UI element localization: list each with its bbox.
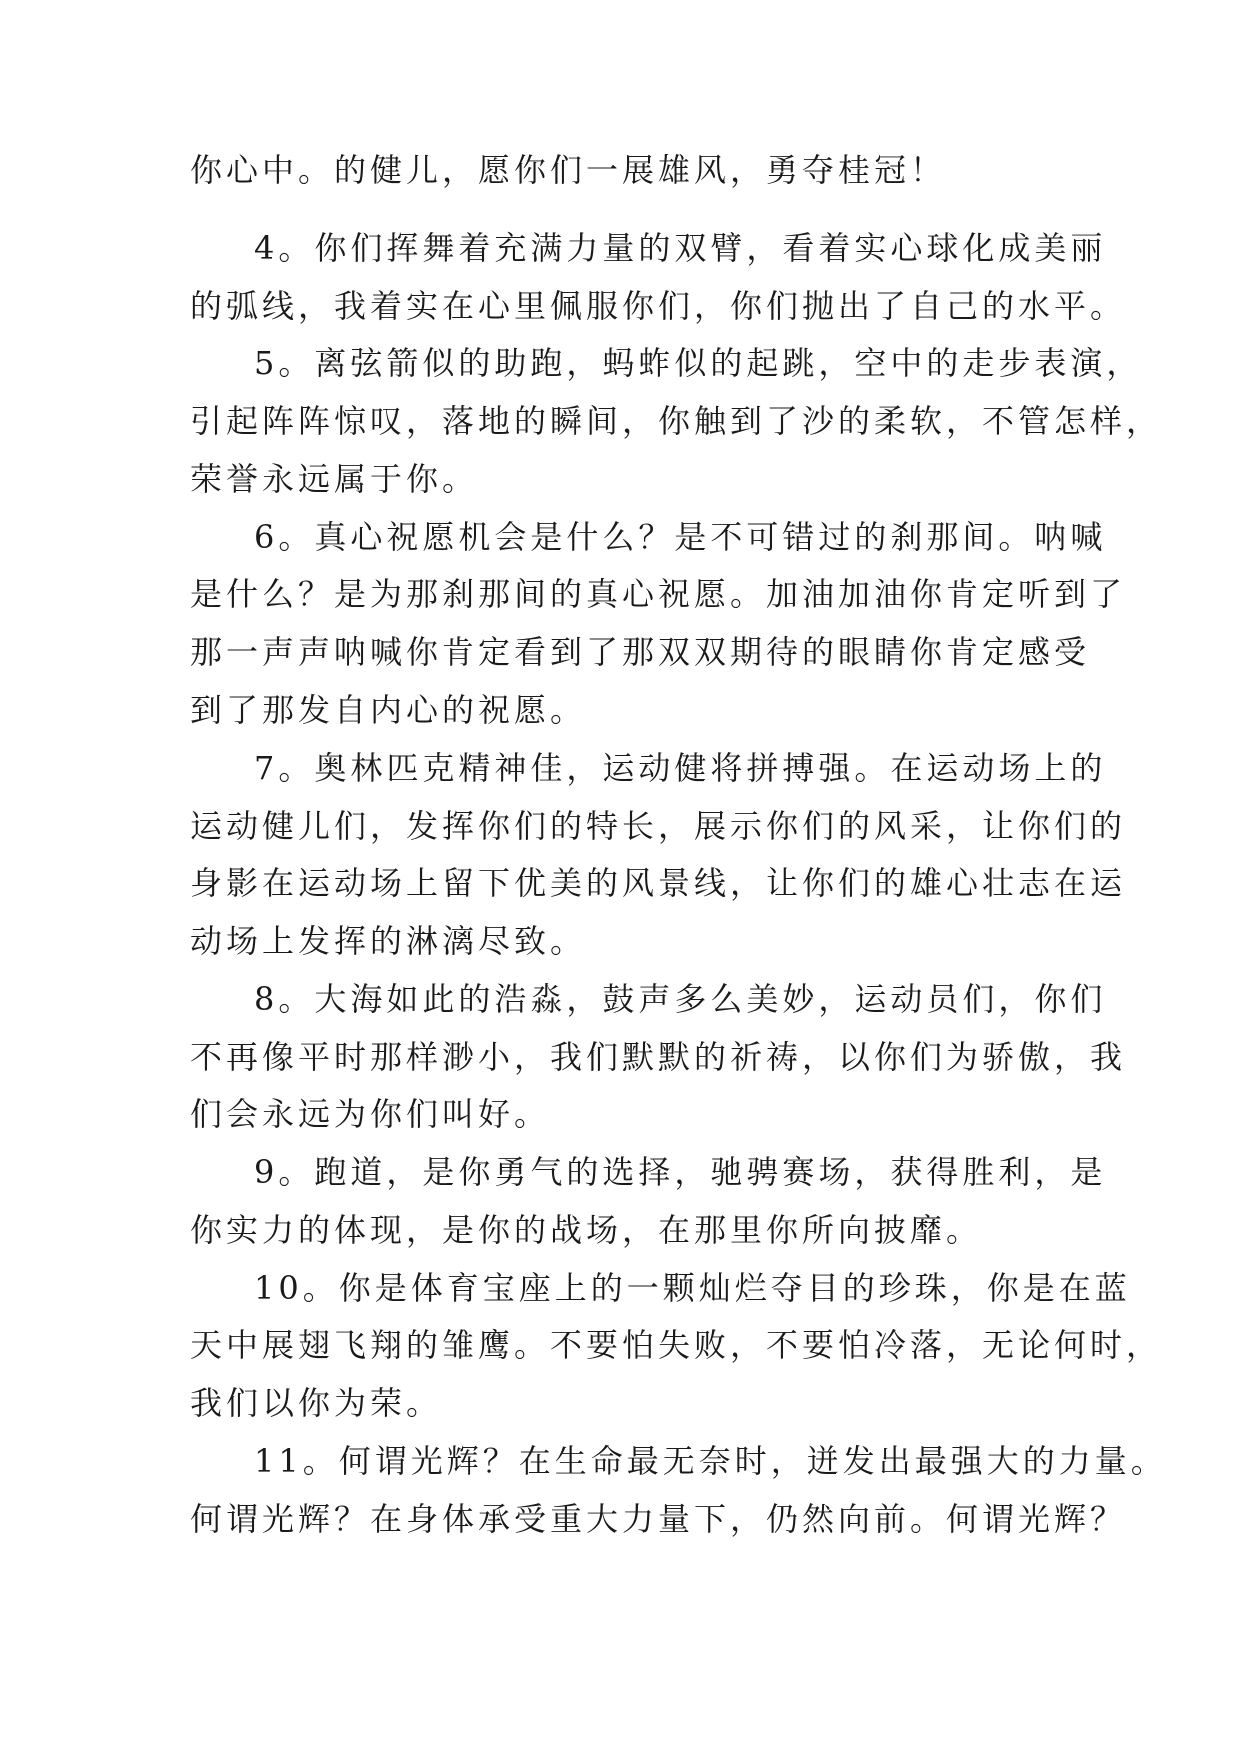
- text-line: 你心中。的健儿，愿你们一展雄风，勇夺桂冠！: [190, 151, 947, 189]
- text-line: 是什么？是为那刹那间的真心祝愿。加油加油你肯定听到了: [190, 575, 1127, 613]
- paragraph-5-line: 5。离弦箭似的助跑，蚂蚱似的起跳，空中的走步表演，: [254, 344, 1143, 382]
- text-line: 不再像平时那样渺小，我们默默的祈祷，以你们为骄傲，我: [190, 1038, 1127, 1076]
- text-line: 天中展翅飞翔的雏鹰。不要怕失败，不要怕冷落，无论何时，: [190, 1326, 1163, 1364]
- paragraph-4-line: 4。你们挥舞着充满力量的双臂，看着实心球化成美丽: [254, 229, 1107, 267]
- text-line: 荣誉永远属于你。: [190, 460, 479, 498]
- text-line: 那一声声呐喊你肯定看到了那双双期待的眼睛你肯定感受: [190, 633, 1091, 671]
- text-line: 身影在运动场上留下优美的风景线，让你们的雄心壮志在运: [190, 864, 1127, 902]
- text-line: 们会永远为你们叫好。: [190, 1095, 551, 1133]
- paragraph-6-line: 6。真心祝愿机会是什么？是不可错过的刹那间。呐喊: [254, 518, 1107, 556]
- text-line: 到了那发自内心的祝愿。: [190, 691, 587, 729]
- text-line: 的弧线，我着实在心里佩服你们，你们抛出了自己的水平。: [190, 287, 1127, 325]
- paragraph-8-line: 8。大海如此的浩淼，鼓声多么美妙，运动员们，你们: [254, 980, 1107, 1018]
- text-line: 运动健儿们，发挥你们的特长，展示你们的风采，让你们的: [190, 807, 1127, 845]
- paragraph-11-line: 11。何谓光辉？在生命最无奈时，迸发出最强大的力量。: [254, 1442, 1167, 1480]
- paragraph-10-line: 10。你是体育宝座上的一颗灿烂夺目的珍珠，你是在蓝: [254, 1269, 1131, 1307]
- text-line: 引起阵阵惊叹，落地的瞬间，你触到了沙的柔软，不管怎样，: [190, 402, 1163, 440]
- text-line: 我们以你为荣。: [190, 1384, 443, 1422]
- text-line: 何谓光辉？在身体承受重大力量下，仍然向前。何谓光辉？: [190, 1500, 1127, 1538]
- text-line: 动场上发挥的淋漓尽致。: [190, 922, 587, 960]
- text-line: 你实力的体现，是你的战场，在那里你所向披靡。: [190, 1211, 983, 1249]
- paragraph-9-line: 9。跑道，是你勇气的选择，驰骋赛场，获得胜利，是: [254, 1153, 1107, 1191]
- paragraph-7-line: 7。奥林匹克精神佳，运动健将拼搏强。在运动场上的: [254, 749, 1107, 787]
